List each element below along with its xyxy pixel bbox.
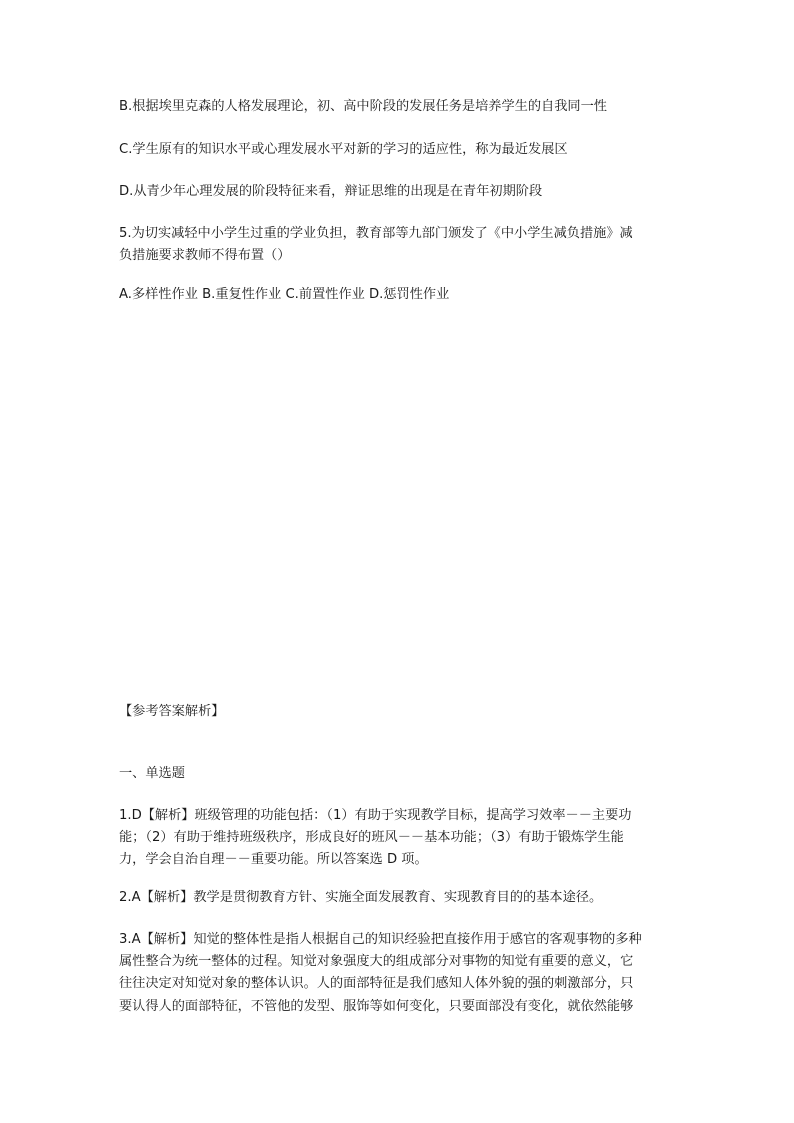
answer-2: 2.A【解析】教学是贯彻教育方针、实施全面发展教育、实现教育目的的基本途径。 [119, 890, 603, 905]
q5-stem-line: 5.为切实减轻中小学生过重的学业负担，教育部等九部门颁发了《中小学生减负措施》减 [119, 226, 633, 241]
answer-3-line: 要认得人的面部特征，不管他的发型、服饰等如何变化，只要面部没有变化，就依然能够 [119, 998, 634, 1014]
answer-1-line: 1.D【解析】班级管理的功能包括：（1）有助于实现教学目标，提高学习效率－－主要功 [119, 808, 632, 823]
answers-heading: 【参考答案解析】 [119, 704, 225, 719]
answer-3 [119, 929, 679, 1018]
q5-stem [119, 223, 679, 267]
answer-3-line: 往往决定对知觉对象的整体认识。人的面部特征是我们感知人体外貌的强的刺激部分，只 [119, 976, 634, 992]
answer-3-line: 属性整合为统一整体的过程。知觉对象强度大的组成部分对事物的知觉有重要的意义，它 [119, 954, 634, 970]
answer-3-line: 3.A【解析】知觉的整体性是指人根据自己的知识经验把直接作用于感官的客观事物的多种 [119, 932, 642, 947]
section-title: 一、单选题 [119, 766, 185, 781]
q5-options: A.多样性作业 B.重复性作业 C.前置性作业 D.惩罚性作业 [119, 287, 450, 302]
answer-1-line: 力，学会自治自理－－重要功能。所以答案选 D 项。 [119, 852, 428, 868]
q4-option-b: B.根据埃里克森的人格发展理论，初、高中阶段的发展任务是培养学生的自我同一性 [119, 99, 607, 114]
answer-1 [119, 805, 679, 872]
answer-1-line: 能；（2）有助于维持班级秩序，形成良好的班风－－基本功能；（3）有助于锻炼学生能 [119, 830, 624, 846]
q5-stem-line: 负措施要求教师不得布置（） [119, 248, 291, 264]
q4-option-d: D.从青少年心理发展的阶段特征来看，辩证思维的出现是在青年初期阶段 [119, 184, 543, 199]
q4-option-c: C.学生原有的知识水平或心理发展水平对新的学习的适应性，称为最近发展区 [119, 142, 568, 157]
